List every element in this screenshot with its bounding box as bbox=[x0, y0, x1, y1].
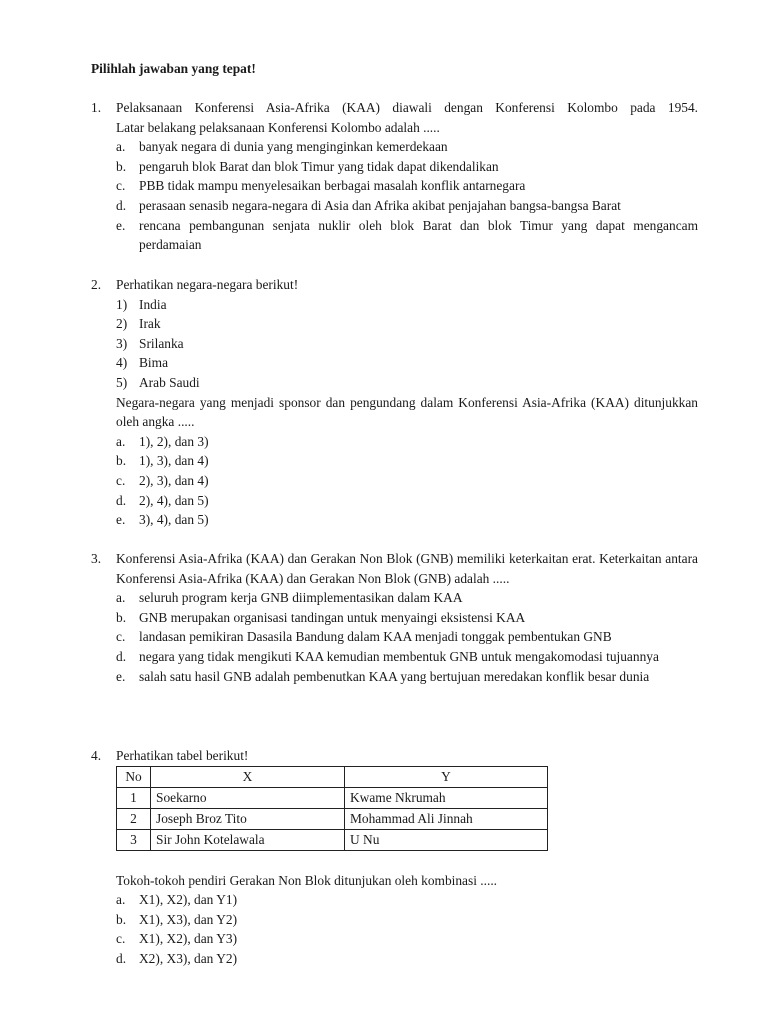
instruction-heading: Pilihlah jawaban yang tepat! bbox=[91, 61, 256, 76]
option-c bbox=[91, 627, 698, 647]
option-label: a. bbox=[116, 590, 126, 606]
option-d bbox=[91, 949, 698, 969]
list-item bbox=[91, 353, 698, 373]
option-label: b. bbox=[116, 453, 127, 469]
question-text: Konferensi Asia-Afrika (KAA) dan Gerakan Non Blok (GNB) memiliki keterkaitan erat. Keterkaitan antara Konferensi Asia-Afrika (KAA) dan Gerakan Non Blok (GNB) adalah ..... bbox=[116, 551, 698, 586]
question-1 bbox=[91, 98, 698, 255]
option-c bbox=[91, 929, 698, 949]
question-number: 1. bbox=[91, 100, 102, 115]
item-label: 4) bbox=[116, 355, 128, 371]
option-a bbox=[91, 432, 698, 452]
option-label: a. bbox=[116, 139, 126, 155]
table-row bbox=[117, 829, 548, 850]
option-b bbox=[91, 451, 698, 471]
item-text: Bima bbox=[139, 355, 169, 371]
option-label: a. bbox=[116, 433, 126, 449]
question-number: 3. bbox=[91, 551, 102, 566]
option-text: perasaan senasib negara-negara di Asia dan Afrika akibat penjajahan bangsa-bangsa Barat bbox=[139, 197, 621, 213]
option-b bbox=[91, 910, 698, 930]
option-text: GNB merupakan organisasi tandingan untuk menyaingi eksistensi KAA bbox=[139, 609, 526, 625]
option-text: 2), 4), dan 5) bbox=[139, 492, 209, 508]
option-text: salah satu hasil GNB adalah pembenutkan KAA yang bertujuan meredakan konflik besar dunia bbox=[139, 668, 650, 684]
option-label: b. bbox=[116, 911, 127, 927]
option-d bbox=[91, 196, 698, 216]
question-text-line: Pelaksanaan Konferensi Asia-Afrika (KAA) diawali dengan Konferensi Kolombo pada 1954. bbox=[116, 100, 698, 115]
option-text: negara yang tidak mengikuti KAA kemudian membentuk GNB untuk mengakomodasi tujuannya bbox=[139, 648, 659, 664]
option-text: X2), X3), dan Y2) bbox=[139, 950, 238, 966]
option-label: d. bbox=[116, 197, 127, 213]
column-header: No bbox=[117, 766, 151, 787]
option-text: PBB tidak mampu menyelesaikan berbagai masalah konflik antarnegara bbox=[139, 178, 526, 194]
option-b bbox=[91, 608, 698, 628]
column-header: X bbox=[151, 766, 345, 787]
option-label: c. bbox=[116, 629, 126, 645]
option-d bbox=[91, 647, 698, 667]
table-cell: Sir John Kotelawala bbox=[151, 829, 345, 850]
option-label: a. bbox=[116, 892, 126, 908]
option-e bbox=[91, 216, 698, 255]
question-intro: Perhatikan tabel berikut! bbox=[116, 748, 249, 763]
question-text: Negara-negara yang menjadi sponsor dan pengundang dalam Konferensi Asia-Afrika (KAA) ditunjukkan oleh angka ..... bbox=[116, 394, 698, 430]
option-text: 2), 3), dan 4) bbox=[139, 472, 209, 488]
option-a bbox=[91, 890, 698, 910]
list-item bbox=[91, 314, 698, 334]
question-4 bbox=[91, 746, 698, 969]
option-c bbox=[91, 471, 698, 491]
option-label: e. bbox=[116, 217, 126, 233]
question-number: 2. bbox=[91, 277, 102, 292]
option-text: pengaruh blok Barat dan blok Timur yang tidak dapat dikendalikan bbox=[139, 158, 499, 174]
item-label: 2) bbox=[116, 316, 128, 332]
option-label: d. bbox=[116, 950, 127, 966]
item-label: 1) bbox=[116, 296, 128, 312]
table-cell: Mohammad Ali Jinnah bbox=[345, 808, 548, 829]
option-label: c. bbox=[116, 178, 126, 194]
table-cell: 3 bbox=[117, 829, 151, 850]
option-label: c. bbox=[116, 472, 126, 488]
item-text: Irak bbox=[139, 316, 161, 332]
option-text: X1), X2), dan Y3) bbox=[139, 931, 238, 947]
column-header: Y bbox=[345, 766, 548, 787]
option-text: X1), X3), dan Y2) bbox=[139, 911, 238, 927]
option-label: c. bbox=[116, 931, 126, 947]
table-row bbox=[117, 808, 548, 829]
option-c bbox=[91, 176, 698, 196]
item-text: Arab Saudi bbox=[139, 374, 200, 390]
question-intro: Perhatikan negara-negara berikut! bbox=[116, 277, 299, 292]
option-label: d. bbox=[116, 648, 127, 664]
question-text: Tokoh-tokoh pendiri Gerakan Non Blok ditunjukan oleh kombinasi ..... bbox=[116, 872, 498, 888]
option-text: rencana pembangunan senjata nuklir oleh blok Barat dan blok Timur yang dapat mengancam perdamaian bbox=[139, 217, 698, 253]
table-cell: 2 bbox=[117, 808, 151, 829]
option-d bbox=[91, 491, 698, 511]
option-label: e. bbox=[116, 512, 126, 528]
table-cell: Joseph Broz Tito bbox=[151, 808, 345, 829]
item-text: Srilanka bbox=[139, 335, 184, 351]
option-e bbox=[91, 510, 698, 530]
option-a bbox=[91, 137, 698, 157]
table-cell: Kwame Nkrumah bbox=[345, 787, 548, 808]
option-label: b. bbox=[116, 158, 127, 174]
question-number: 4. bbox=[91, 748, 102, 763]
table-row bbox=[117, 787, 548, 808]
table-cell: U Nu bbox=[345, 829, 548, 850]
option-b bbox=[91, 157, 698, 177]
item-label: 5) bbox=[116, 374, 128, 390]
item-text: India bbox=[139, 296, 167, 312]
option-text: landasan pemikiran Dasasila Bandung dalam KAA menjadi tonggak pembentukan GNB bbox=[139, 629, 612, 645]
question-3 bbox=[91, 549, 698, 686]
question-text-line: Latar belakang pelaksanaan Konferensi Kolombo adalah ..... bbox=[116, 119, 440, 135]
list-item bbox=[91, 373, 698, 393]
option-text: banyak negara di dunia yang menginginkan kemerdekaan bbox=[139, 139, 448, 155]
item-label: 3) bbox=[116, 335, 128, 351]
option-text: X1), X2), dan Y1) bbox=[139, 892, 238, 908]
option-label: d. bbox=[116, 492, 127, 508]
table-cell: Soekarno bbox=[151, 787, 345, 808]
option-e bbox=[91, 667, 698, 687]
option-label: e. bbox=[116, 668, 126, 684]
option-text: 1), 2), dan 3) bbox=[139, 433, 209, 449]
table-cell: 1 bbox=[117, 787, 151, 808]
option-text: 1), 3), dan 4) bbox=[139, 453, 209, 469]
option-label: b. bbox=[116, 609, 127, 625]
table-header-row bbox=[117, 766, 548, 787]
option-text: 3), 4), dan 5) bbox=[139, 512, 209, 528]
option-a bbox=[91, 588, 698, 608]
data-table bbox=[116, 766, 548, 851]
list-item bbox=[91, 295, 698, 315]
list-item bbox=[91, 334, 698, 354]
option-text: seluruh program kerja GNB diimplementasikan dalam KAA bbox=[139, 590, 463, 606]
question-2 bbox=[91, 275, 698, 530]
